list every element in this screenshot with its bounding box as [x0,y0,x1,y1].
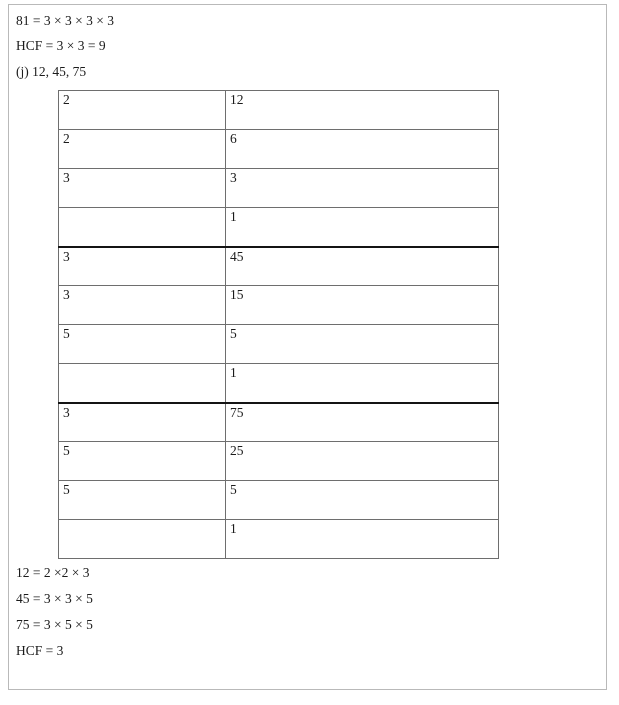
table-row [59,208,499,247]
line-75-factorization: 75 = 3 × 5 × 5 [16,617,93,632]
line-hcf-result: HCF = 3 [16,643,64,658]
table-row [59,481,499,520]
line-question-j: (j) 12, 45, 75 [16,64,87,79]
cell-divisor: 2 [59,91,226,130]
table-row [59,130,499,169]
cell-value: 5 [226,481,499,520]
cell-value: 12 [226,91,499,130]
cell-value: 1 [226,208,499,247]
cell-divisor: 5 [59,442,226,481]
table-row [59,442,499,481]
cell-divisor [59,364,226,403]
table-row [59,247,499,286]
cell-value: 6 [226,130,499,169]
table-row [59,520,499,559]
cell-divisor: 3 [59,169,226,208]
table-row [59,286,499,325]
worksheet-page [8,4,607,690]
cell-value: 1 [226,364,499,403]
table-row [59,91,499,130]
line-81-factorization: 81 = 3 × 3 × 3 × 3 [16,13,114,28]
cell-divisor [59,208,226,247]
cell-divisor: 5 [59,481,226,520]
line-45-factorization: 45 = 3 × 3 × 5 [16,591,93,606]
cell-value: 5 [226,325,499,364]
cell-divisor: 3 [59,403,226,442]
cell-value: 15 [226,286,499,325]
table-row [59,364,499,403]
cell-value: 25 [226,442,499,481]
table-row [59,403,499,442]
factor-table [58,90,499,559]
table-row [59,325,499,364]
cell-divisor: 2 [59,130,226,169]
cell-value: 3 [226,169,499,208]
cell-divisor [59,520,226,559]
line-12-factorization: 12 = 2 ×2 × 3 [16,565,90,580]
cell-value: 45 [226,247,499,286]
cell-value: 1 [226,520,499,559]
cell-divisor: 5 [59,325,226,364]
cell-divisor: 3 [59,247,226,286]
cell-divisor: 3 [59,286,226,325]
table-row [59,169,499,208]
cell-value: 75 [226,403,499,442]
line-hcf-previous: HCF = 3 × 3 = 9 [16,38,106,53]
